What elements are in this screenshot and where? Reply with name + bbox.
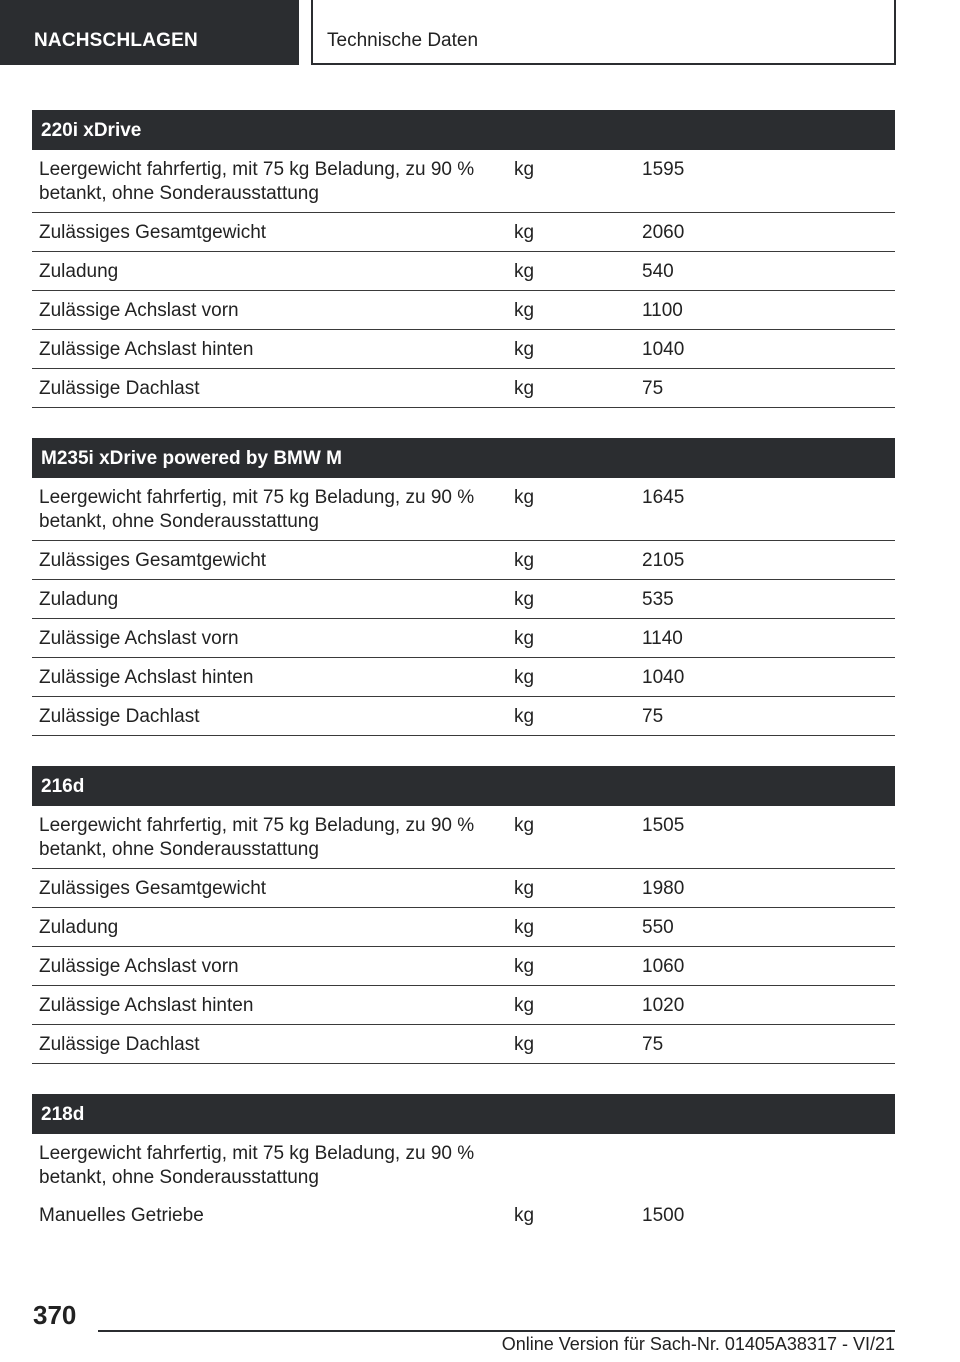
row-value: 1505 (642, 815, 685, 836)
row-unit: kg (514, 995, 535, 1016)
row-value: 75 (642, 1034, 664, 1055)
table-row (32, 330, 895, 369)
row-label: Leergewicht fahrfertig, mit 75 kg Beladung, zu 90 % betankt, ohne Sonderausstattung (39, 1143, 475, 1188)
table-row (32, 213, 895, 252)
table-row (32, 150, 895, 213)
row-unit: kg (514, 1205, 535, 1226)
row-value: 1100 (642, 300, 683, 321)
row-unit: kg (514, 667, 535, 688)
section-title: 220i xDrive (32, 110, 895, 150)
table-row (32, 947, 895, 986)
row-label: Zulässige Dachlast (39, 1034, 200, 1055)
row-unit: kg (514, 159, 535, 180)
row-value: 1645 (642, 487, 685, 508)
row-value: 1040 (642, 667, 685, 688)
row-label: Leergewicht fahrfertig, mit 75 kg Beladung, zu 90 % betankt, ohne Sonderausstattung (39, 159, 475, 204)
footer-divider (98, 1330, 895, 1332)
table-row (32, 806, 895, 869)
row-unit: kg (514, 706, 535, 727)
table-row (32, 478, 895, 541)
row-label: Zulässige Achslast vorn (39, 300, 239, 321)
section-216d (32, 766, 895, 1064)
row-label: Zulässiges Gesamtgewicht (39, 878, 267, 899)
row-value: 1060 (642, 956, 685, 977)
row-label: Zulässige Achslast vorn (39, 956, 239, 977)
row-value: 1500 (642, 1205, 685, 1226)
section-title: 218d (32, 1094, 895, 1134)
row-label: Zulässiges Gesamtgewicht (39, 222, 267, 243)
online-version-note: Online Version für Sach-Nr. 01405A38317 - VI/21 (501, 1334, 895, 1354)
section-m235i-xdrive (32, 438, 895, 736)
row-label: Zuladung (39, 261, 119, 282)
table-row (32, 908, 895, 947)
row-unit: kg (514, 628, 535, 649)
table-row (32, 252, 895, 291)
row-label: Leergewicht fahrfertig, mit 75 kg Beladung, zu 90 % betankt, ohne Sonderausstattung (39, 487, 475, 532)
table-row (32, 369, 895, 408)
table-row (32, 1196, 895, 1235)
row-value (642, 1142, 895, 1190)
row-value: 540 (642, 261, 674, 282)
section-218d (32, 1094, 895, 1235)
row-unit: kg (514, 917, 535, 938)
row-unit: kg (514, 956, 535, 977)
row-value: 2105 (642, 550, 685, 571)
row-label: Zuladung (39, 917, 119, 938)
row-value: 1140 (642, 628, 683, 649)
table-row (32, 541, 895, 580)
row-label: Zulässige Dachlast (39, 706, 200, 727)
row-label: Zulässige Achslast vorn (39, 628, 239, 649)
row-label: Zulässige Dachlast (39, 378, 200, 399)
row-value: 75 (642, 378, 664, 399)
row-unit: kg (514, 815, 535, 836)
row-unit: kg (514, 222, 535, 243)
table-row (32, 619, 895, 658)
row-unit (514, 1142, 642, 1190)
row-value: 1040 (642, 339, 685, 360)
row-value: 1020 (642, 995, 685, 1016)
row-unit: kg (514, 487, 535, 508)
table-row (32, 1025, 895, 1064)
section-220i-xdrive (32, 110, 895, 408)
row-unit: kg (514, 378, 535, 399)
table-row (32, 697, 895, 736)
row-unit: kg (514, 550, 535, 571)
chapter-title: Technische Daten (311, 0, 896, 65)
section-title: 216d (32, 766, 895, 806)
page-number: 370 (33, 1300, 77, 1330)
section-tab: NACHSCHLAGEN (0, 0, 299, 65)
row-value: 535 (642, 589, 674, 610)
table-row (32, 869, 895, 908)
row-unit: kg (514, 261, 535, 282)
row-value: 1980 (642, 878, 685, 899)
section-title: M235i xDrive powered by BMW M (32, 438, 895, 478)
table-row (32, 291, 895, 330)
row-unit: kg (514, 1034, 535, 1055)
table-row (32, 580, 895, 619)
row-label: Zulässige Achslast hinten (39, 995, 254, 1016)
table-row (32, 658, 895, 697)
row-label: Manuelles Getriebe (39, 1205, 204, 1226)
row-value: 1595 (642, 159, 685, 180)
row-value: 75 (642, 706, 664, 727)
row-label: Zuladung (39, 589, 119, 610)
row-unit: kg (514, 300, 535, 321)
row-unit: kg (514, 339, 535, 360)
row-value: 2060 (642, 222, 685, 243)
row-label: Leergewicht fahrfertig, mit 75 kg Beladung, zu 90 % betankt, ohne Sonderausstattung (39, 815, 475, 860)
row-label: Zulässige Achslast hinten (39, 667, 254, 688)
table-row (32, 1134, 895, 1196)
tech-data-tables (32, 110, 895, 1265)
table-row (32, 986, 895, 1025)
row-label: Zulässige Achslast hinten (39, 339, 254, 360)
row-unit: kg (514, 878, 535, 899)
row-unit: kg (514, 589, 535, 610)
row-value: 550 (642, 917, 674, 938)
row-label: Zulässiges Gesamtgewicht (39, 550, 267, 571)
